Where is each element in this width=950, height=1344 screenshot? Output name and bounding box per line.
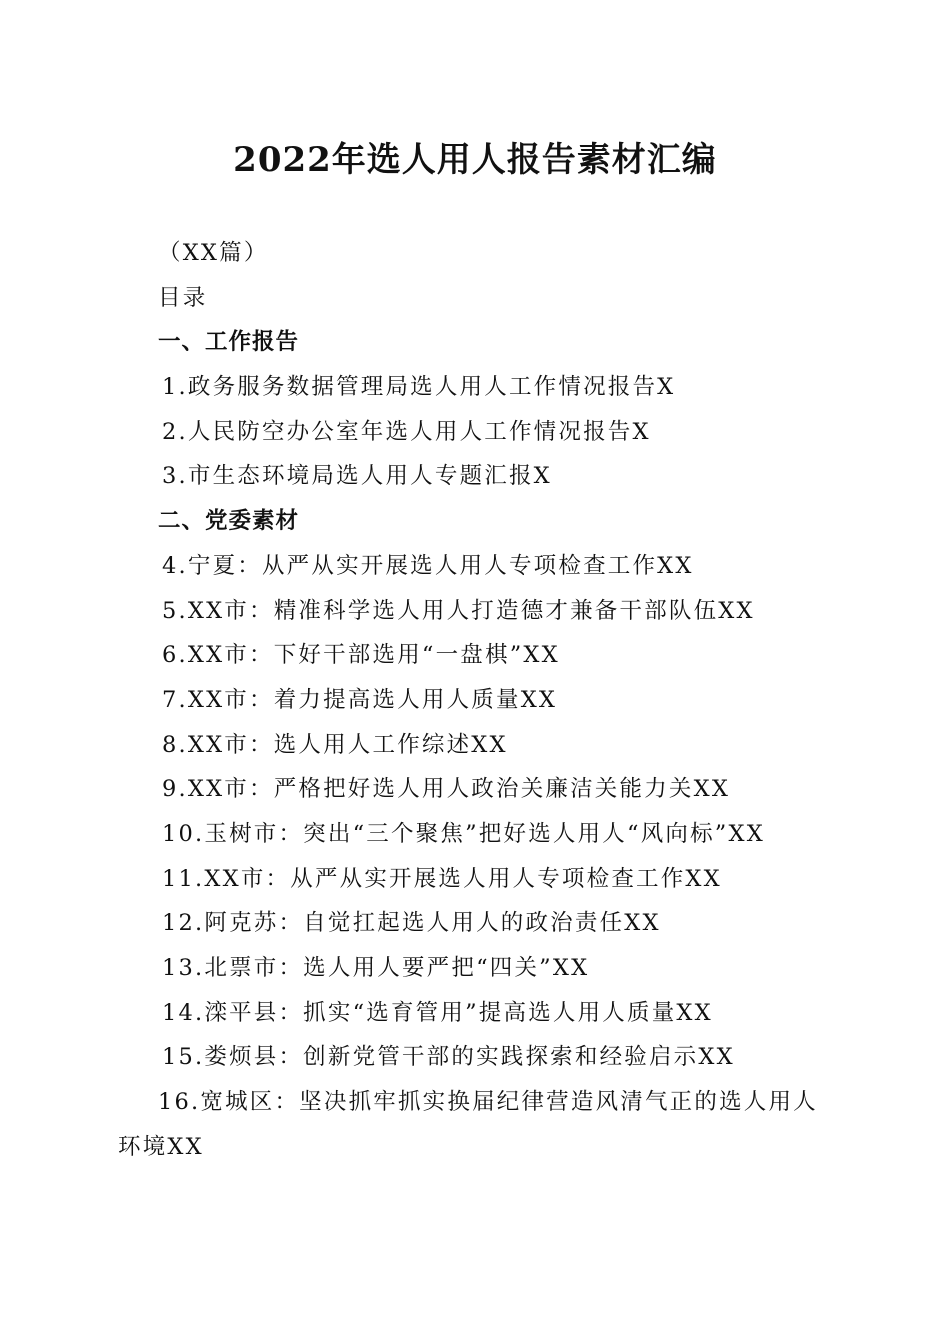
toc-item-13: 13.北票市：选人用人要严把“四关”XX <box>162 955 590 981</box>
toc-item-11: 11.XX市：从严从实开展选人用人专项检查工作XX <box>162 865 722 892</box>
document-body <box>118 231 838 1169</box>
toc-item-1: 1.政务服务数据管理局选人用人工作情况报告X <box>162 374 676 401</box>
toc-label: 目录 <box>158 284 208 311</box>
toc-item-12: 12.阿克苏：自觉扛起选人用人的政治责任XX <box>162 910 661 937</box>
toc-item-16: 16.宽城区：坚决抓牢抓实换届纪律营造风清气正的选人用人环境XX <box>118 1089 818 1160</box>
document-title: 2022年选人用人报告素材汇编 <box>233 140 717 180</box>
toc-item-14: 14.滦平县：抓实“选育管用”提高选人用人质量XX <box>162 999 713 1026</box>
toc-item-3: 3.市生态环境局选人用人专题汇报X <box>162 463 552 490</box>
toc-item-8: 8.XX市：选人用人工作综述XX <box>162 731 508 758</box>
subtitle: （XX篇） <box>158 240 269 266</box>
toc-item-5: 5.XX市：精准科学选人用人打造德才兼备干部队伍XX <box>162 597 755 624</box>
section-heading-party-materials: 二、党委素材 <box>158 508 300 535</box>
toc-item-7: 7.XX市：着力提高选人用人质量XX <box>162 686 558 713</box>
toc-item-4: 4.宁夏：从严从实开展选人用人专项检查工作XX <box>162 552 694 579</box>
toc-item-6: 6.XX市：下好干部选用“一盘棋”XX <box>162 642 560 669</box>
toc-item-15: 15.娄烦县：创新党管干部的实践探索和经验启示XX <box>162 1044 735 1071</box>
section-heading-work-reports: 一、工作报告 <box>158 329 300 356</box>
toc-item-10: 10.玉树市：突出“三个聚焦”把好选人用人“风向标”XX <box>162 820 765 847</box>
toc-item-9: 9.XX市：严格把好选人用人政治关廉洁关能力关XX <box>162 776 731 803</box>
toc-item-2: 2.人民防空办公室年选人用人工作情况报告X <box>162 418 651 445</box>
